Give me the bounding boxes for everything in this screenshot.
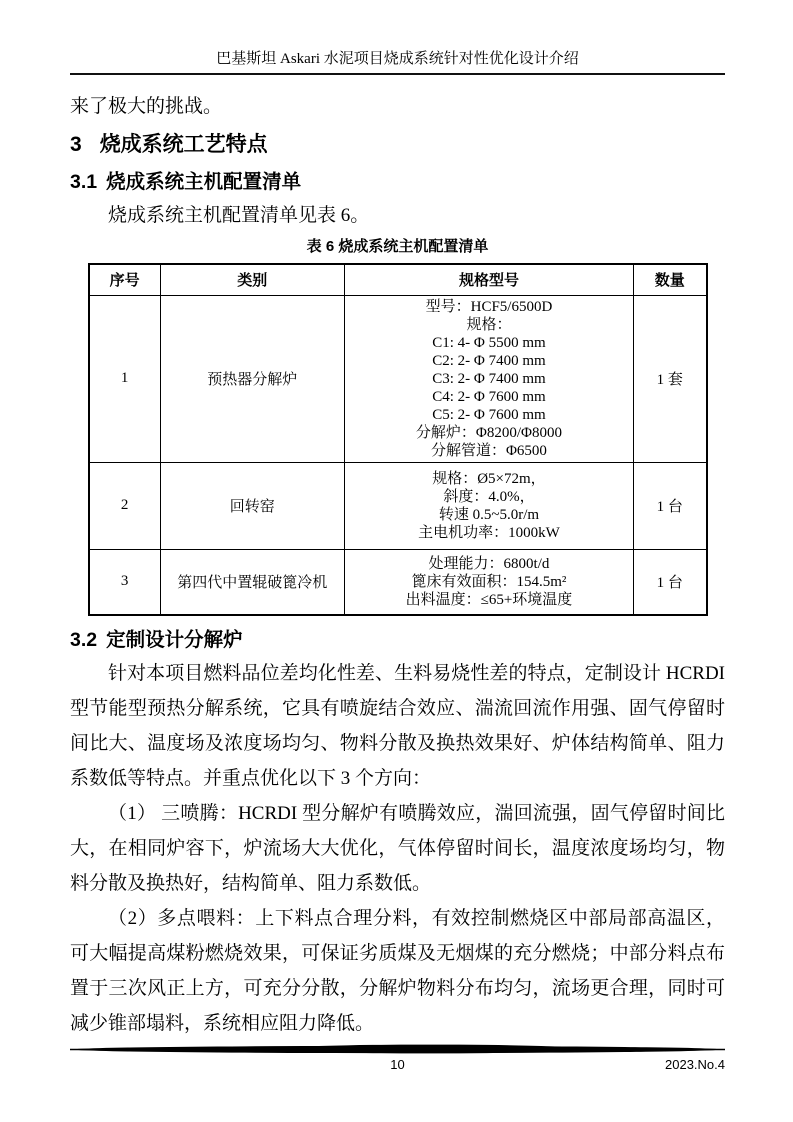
spec-line: 分解管道：Φ6500 — [430, 442, 547, 459]
spec-line: 分解炉：Φ8200/Φ8000 — [415, 424, 562, 441]
spec-line: 出料温度：≤65+环境温度 — [405, 591, 573, 608]
section-3-2-number: 3.2 — [70, 628, 98, 651]
header-cell-category: 类别 — [160, 264, 344, 295]
cell-spec — [344, 549, 633, 615]
cell-index: 2 — [89, 462, 161, 549]
cell-spec — [344, 462, 633, 549]
cell-qty: 1 台 — [634, 549, 707, 615]
spec-line: C5: 2- Φ 7600 mm — [432, 406, 546, 423]
spec-line: 处理能力：6800t/d — [428, 555, 550, 572]
cell-qty: 1 台 — [634, 462, 707, 549]
table-header-row — [89, 264, 707, 295]
spec-line: 规格：Ø5×72m， — [432, 470, 546, 487]
cell-spec — [344, 295, 633, 462]
cell-index: 3 — [89, 549, 161, 615]
header-cell-qty: 数量 — [634, 264, 707, 295]
section-3-heading — [70, 132, 725, 158]
section-3-1-number: 3.1 — [70, 171, 98, 193]
footer-text-row — [70, 1057, 725, 1077]
table-caption: 表 6 烧成系统主机配置清单 — [306, 238, 489, 255]
body-paragraph: （1） 三喷腾：HCRDI 型分解炉有喷腾效应，湍回流强，固气停留时间比大，在相同炉容下，炉流场大大优化，气体停留时间长，温度浓度场均匀，物料分散及换热好，结构简单、阻力系数低。 — [70, 802, 725, 894]
spec-line: 型号：HCF5/6500D — [425, 298, 553, 315]
section-3-2-title: 定制设计分解炉 — [106, 628, 243, 651]
body-paragraph: （2）多点喂料：上下料点合理分料，有效控制燃烧区中部局部高温区，可大幅提高煤粉燃烧效果，可保证劣质煤及无烟煤的充分燃烧；中部分料点布置于三次风正上方，可充分分散，分解炉物料分布均匀，流场更合理，同时可减少锥部塌料，系统相应阻力降低。 — [70, 907, 725, 1034]
page-number: 10 — [390, 1057, 405, 1072]
page-footer — [70, 1044, 725, 1077]
running-header — [70, 50, 725, 75]
section-3-number: 3 — [70, 133, 82, 156]
section-3-1-heading — [70, 170, 725, 194]
footer-divider-bar — [70, 1044, 725, 1055]
table-row — [89, 462, 707, 549]
table-lead-paragraph: 烧成系统主机配置清单见表 6。 — [108, 205, 370, 226]
section-3-2-heading — [70, 628, 725, 652]
section-3-1-title: 烧成系统主机配置清单 — [106, 171, 302, 193]
cell-index: 1 — [89, 295, 161, 462]
equipment-config-table — [88, 263, 708, 616]
spec-line: C4: 2- Φ 7600 mm — [432, 388, 546, 405]
header-cell-spec: 规格型号 — [344, 264, 633, 295]
spec-line: 斜度：4.0%， — [443, 488, 535, 505]
cell-qty: 1 套 — [634, 295, 707, 462]
spec-line: C2: 2- Φ 7400 mm — [432, 352, 546, 369]
spec-line: 转速 0.5~5.0r/m — [438, 506, 540, 523]
spec-line: 规格： — [466, 316, 512, 333]
cell-category: 回转窑 — [160, 462, 344, 549]
intro-paragraph: 来了极大的挑战。 — [70, 96, 223, 117]
cell-category: 第四代中置辊破篦冷机 — [160, 549, 344, 615]
cell-category: 预热器分解炉 — [160, 295, 344, 462]
header-cell-index: 序号 — [89, 264, 161, 295]
spec-line: C1: 4- Φ 5500 mm — [432, 334, 546, 351]
spec-line: 主电机功率：1000kW — [418, 524, 560, 541]
spec-line: C3: 2- Φ 7400 mm — [432, 370, 546, 387]
issue-label: 2023.No.4 — [665, 1057, 725, 1072]
section-3-2-body — [70, 656, 725, 1041]
section-3-title: 烧成系统工艺特点 — [99, 133, 268, 156]
table-row — [89, 295, 707, 462]
running-header-title: 巴基斯坦 Askari 水泥项目烧成系统针对性优化设计介绍 — [216, 51, 579, 67]
spec-line: 篦床有效面积：154.5m² — [411, 573, 567, 590]
table-row — [89, 549, 707, 615]
body-paragraph: 针对本项目燃料品位差均化性差、生料易烧性差的特点，定制设计 HCRDI 型节能型预热分解系统，它具有喷旋结合效应、湍流回流作用强、固气停留时间比大、温度场及浓度场均匀、物料分散及换热效果好、炉体结构简单、阻力系数低等特点。并重点优化以下 3 个方向： — [70, 662, 725, 789]
